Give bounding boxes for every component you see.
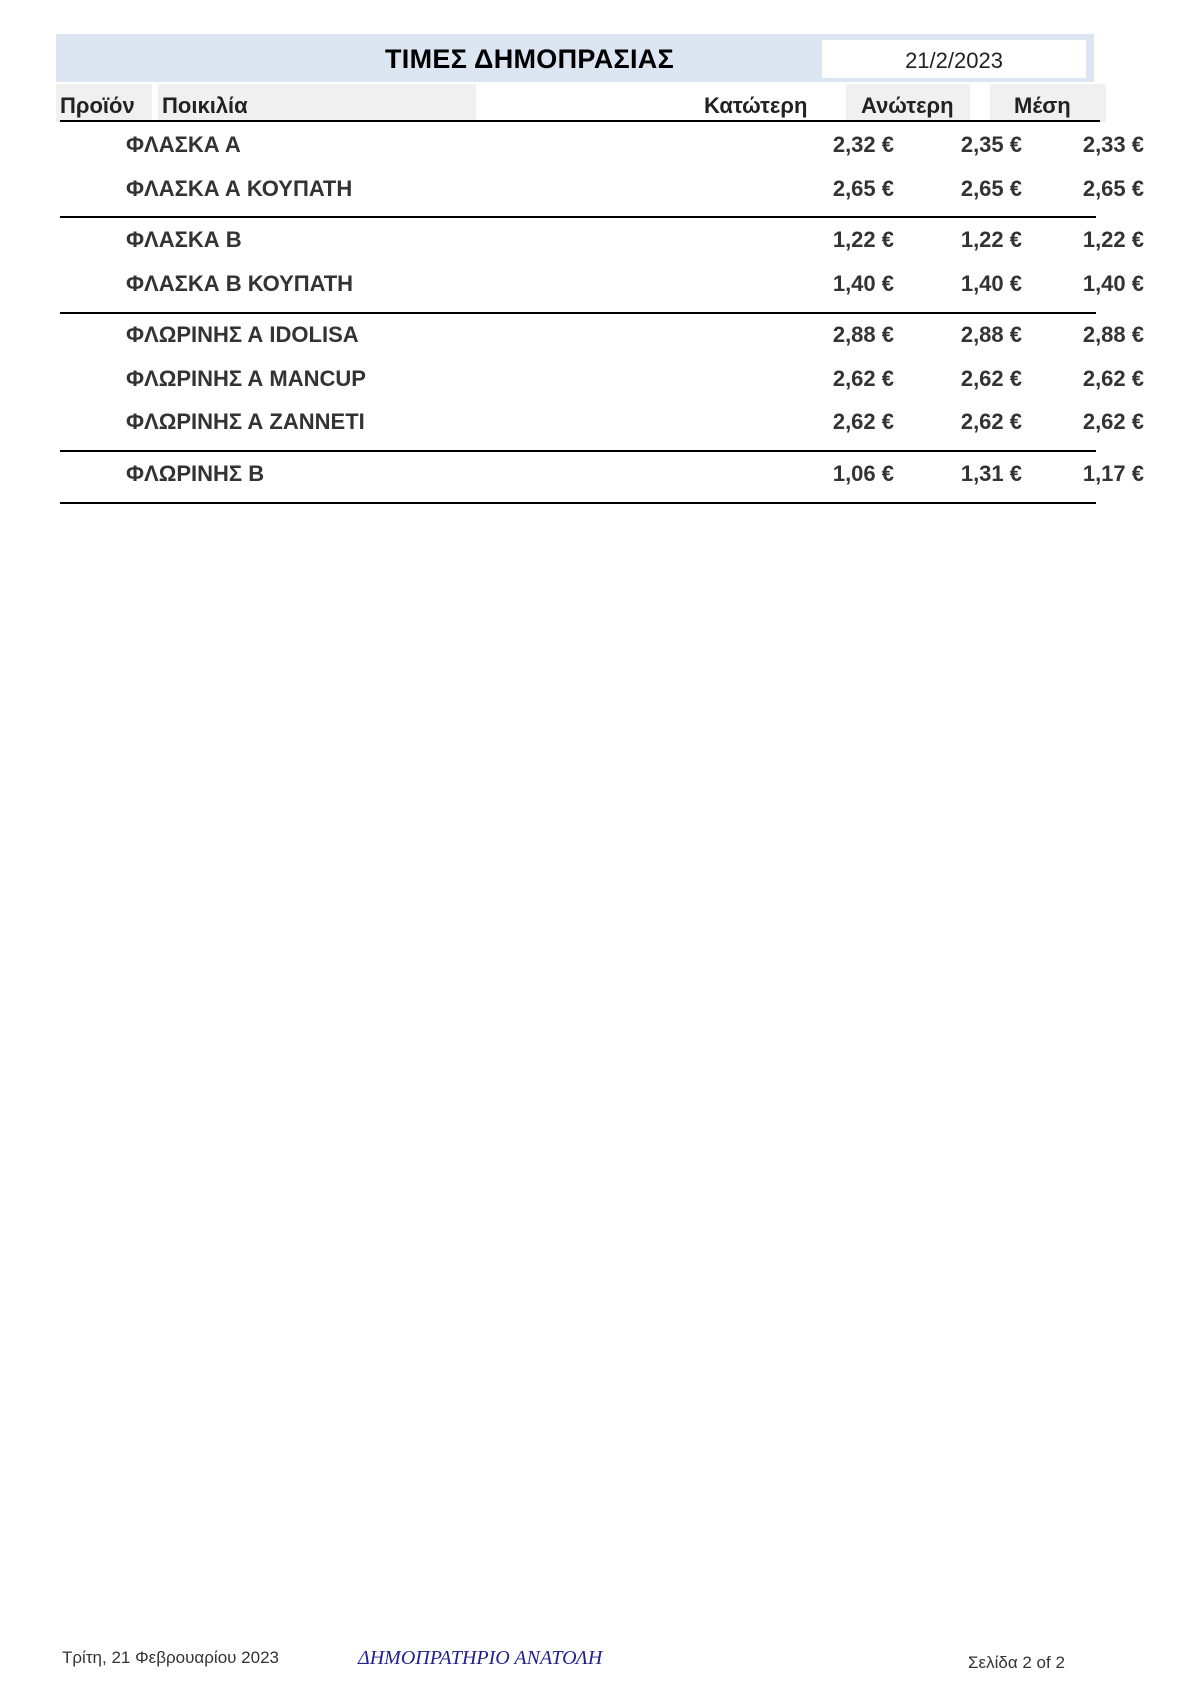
row-variety: ΦΛΑΣΚΑ Β ΚΟΥΠΑΤΗ bbox=[126, 271, 354, 296]
row-high-price: 2,62 € bbox=[960, 409, 1022, 434]
row-avg-price: 1,17 € bbox=[1082, 461, 1144, 486]
row-variety: ΦΛΑΣΚΑ Α ΚΟΥΠΑΤΗ bbox=[126, 176, 353, 201]
table-row bbox=[60, 167, 1144, 211]
row-avg-price: 2,62 € bbox=[1082, 409, 1144, 434]
column-header-avg: Μέση bbox=[1014, 93, 1071, 118]
row-high-price: 1,40 € bbox=[960, 271, 1022, 296]
row-low-price: 2,62 € bbox=[832, 366, 894, 391]
report-title: ΤΙΜΕΣ ΔΗΜΟΠΡΑΣΙΑΣ bbox=[385, 44, 675, 74]
table-row bbox=[60, 262, 1144, 306]
footer-page-number: Σελίδα 2 of 2 bbox=[968, 1653, 1065, 1672]
row-high-price: 1,31 € bbox=[960, 461, 1022, 486]
row-variety: ΦΛΩΡΙΝΗΣ Α MANCUP bbox=[126, 366, 366, 391]
row-low-price: 2,32 € bbox=[832, 132, 894, 157]
column-header-high: Ανώτερη bbox=[861, 93, 954, 118]
table-row bbox=[60, 218, 1144, 262]
table-row bbox=[60, 400, 1144, 444]
table-row bbox=[60, 452, 1144, 496]
row-variety: ΦΛΩΡΙΝΗΣ Α IDOLISA bbox=[126, 322, 359, 347]
table-bottom-line bbox=[60, 502, 1096, 504]
footer-organization: ΔΗΜΟΠΡΑΤΗΡΙΟ ΑΝΑΤΟΛΗ bbox=[358, 1647, 603, 1669]
row-variety: ΦΛΩΡΙΝΗΣ Α ZANNETI bbox=[126, 409, 365, 434]
row-avg-price: 2,62 € bbox=[1082, 366, 1144, 391]
column-header-low: Κατώτερη bbox=[704, 93, 808, 118]
row-low-price: 2,88 € bbox=[832, 322, 894, 347]
row-high-price: 1,22 € bbox=[960, 227, 1022, 252]
footer-date: Τρίτη, 21 Φεβρουαρίου 2023 bbox=[62, 1648, 279, 1667]
row-high-price: 2,62 € bbox=[960, 366, 1022, 391]
row-low-price: 1,40 € bbox=[832, 271, 894, 296]
row-high-price: 2,35 € bbox=[960, 132, 1022, 157]
table-row bbox=[60, 313, 1144, 357]
row-variety: ΦΛΑΣΚΑ Α bbox=[126, 132, 241, 157]
row-avg-price: 2,88 € bbox=[1082, 322, 1144, 347]
row-low-price: 1,22 € bbox=[832, 227, 894, 252]
row-avg-price: 1,22 € bbox=[1082, 227, 1144, 252]
row-variety: ΦΛΑΣΚΑ Β bbox=[126, 227, 242, 252]
row-avg-price: 1,40 € bbox=[1082, 271, 1144, 296]
row-low-price: 2,65 € bbox=[832, 176, 894, 201]
table-row bbox=[60, 123, 1144, 167]
row-avg-price: 2,65 € bbox=[1082, 176, 1144, 201]
row-avg-price: 2,33 € bbox=[1082, 132, 1144, 157]
row-high-price: 2,88 € bbox=[960, 322, 1022, 347]
row-variety: ΦΛΩΡΙΝΗΣ Β bbox=[126, 461, 265, 486]
column-header-variety: Ποικιλία bbox=[162, 93, 248, 118]
report-date: 21/2/2023 bbox=[822, 40, 1086, 78]
table-row bbox=[60, 357, 1144, 401]
row-low-price: 1,06 € bbox=[832, 461, 894, 486]
row-high-price: 2,65 € bbox=[960, 176, 1022, 201]
header-underline bbox=[60, 120, 1100, 122]
row-low-price: 2,62 € bbox=[832, 409, 894, 434]
column-header-product: Προϊόν bbox=[60, 93, 135, 118]
